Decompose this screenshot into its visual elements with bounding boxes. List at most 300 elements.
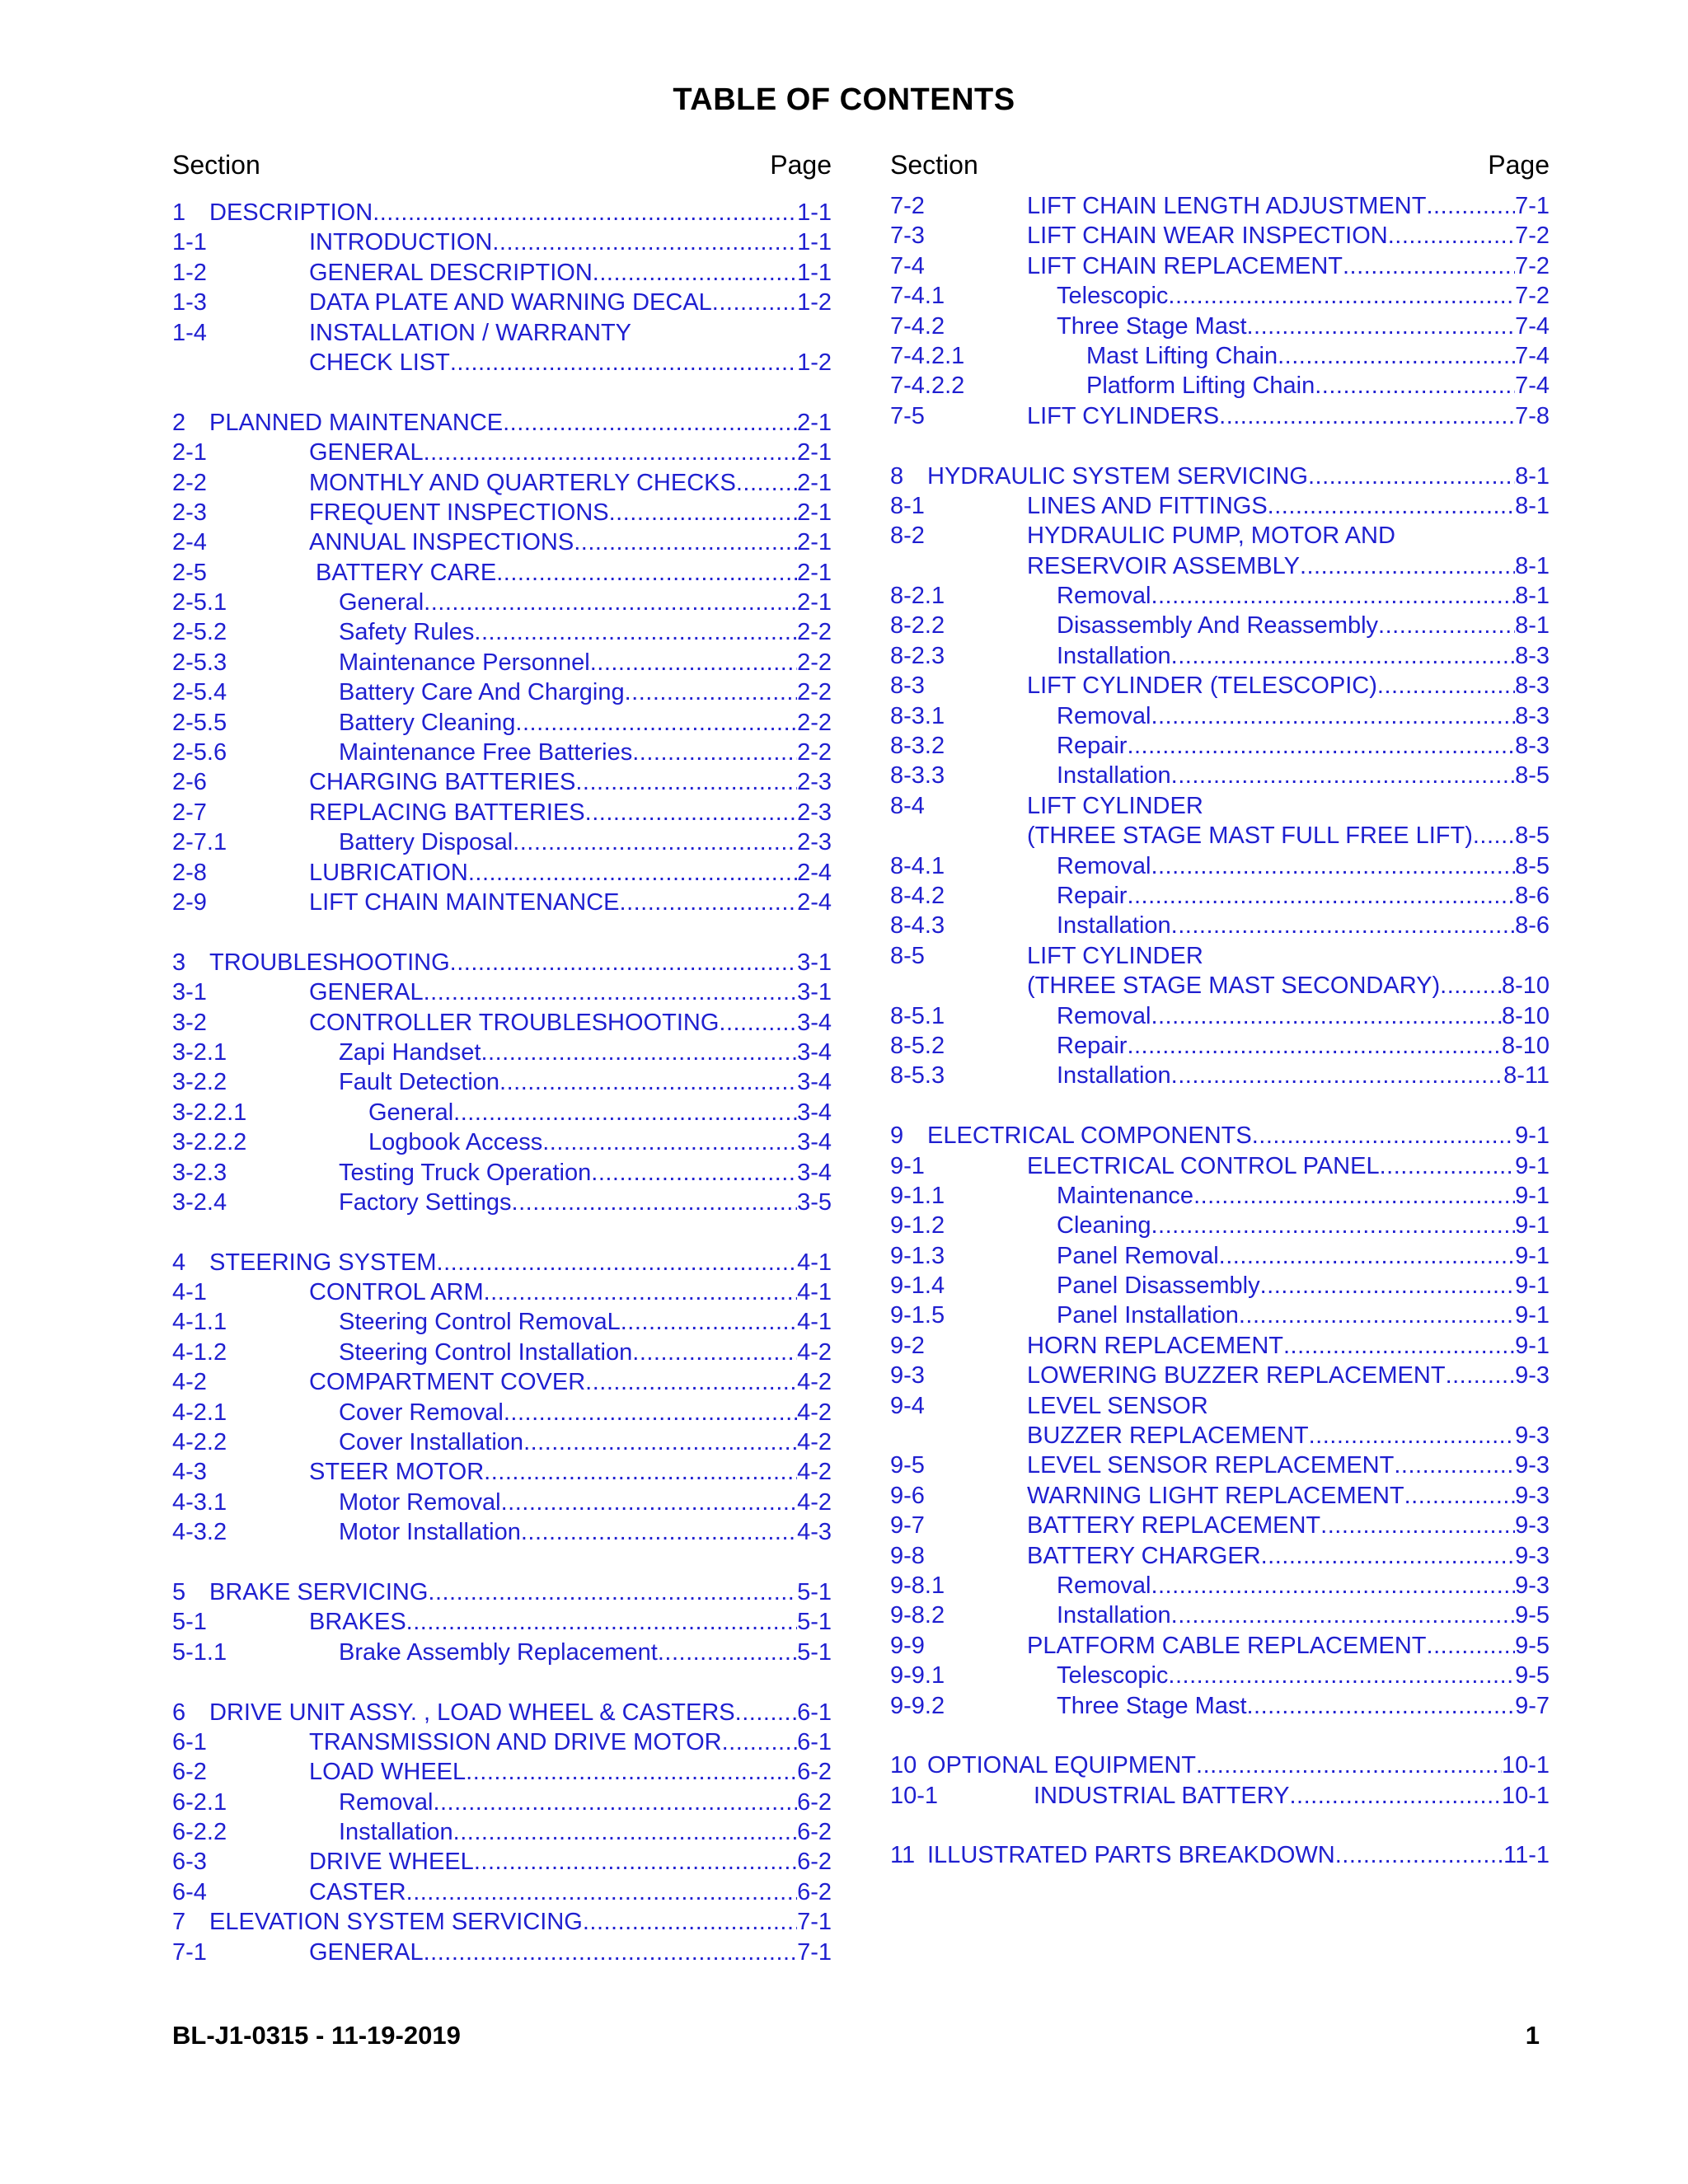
toc-entry[interactable]	[890, 731, 1550, 761]
toc-entry-page[interactable]: 8-11	[1503, 1062, 1550, 1090]
toc-entry-title[interactable]: Disassembly And Reassembly	[1057, 612, 1379, 640]
toc-entry-page[interactable]: 9-3	[1515, 1542, 1550, 1569]
toc-entry-page[interactable]: 7-4	[1515, 373, 1550, 400]
toc-entry-title[interactable]: LIFT CYLINDER (TELESCOPIC)	[1027, 673, 1377, 700]
toc-entry-title[interactable]: Cover Installation	[339, 1429, 524, 1456]
toc-entry-title[interactable]: ELEVATION SYSTEM SERVICING	[209, 1909, 583, 1936]
toc-entry-title[interactable]: INSTALLATION / WARRANTY	[309, 319, 632, 346]
toc-entry-title[interactable]: General	[339, 589, 424, 616]
toc-entry-title[interactable]: STEERING SYSTEM	[209, 1249, 437, 1276]
toc-entry-title[interactable]: DRIVE WHEEL	[309, 1849, 474, 1876]
toc-entry-page[interactable]: 2-2	[797, 619, 832, 646]
toc-entry-title[interactable]: LIFT CYLINDER	[1027, 792, 1203, 819]
toc-entry-title[interactable]: (THREE STAGE MAST SECONDARY)	[1027, 972, 1441, 1000]
toc-entry[interactable]	[890, 1840, 1550, 1870]
toc-entry-page[interactable]: 9-5	[1515, 1662, 1550, 1690]
toc-entry-page[interactable]: 8-1	[1515, 583, 1550, 610]
toc-entry[interactable]	[172, 1367, 832, 1397]
toc-entry-title[interactable]: LOAD WHEEL	[309, 1759, 467, 1786]
toc-entry-page[interactable]: 9-1	[1515, 1272, 1550, 1300]
toc-entry-title[interactable]: Three Stage Mast	[1057, 312, 1247, 340]
toc-entry-title[interactable]: BATTERY CHARGER	[1027, 1542, 1261, 1569]
toc-entry-page[interactable]: 4-1	[797, 1309, 832, 1336]
toc-entry-title[interactable]: Removal	[1057, 702, 1151, 729]
toc-entry-title[interactable]: INTRODUCTION	[309, 229, 493, 256]
toc-entry-title[interactable]: INDUSTRIAL BATTERY	[1034, 1782, 1290, 1809]
toc-entry[interactable]	[890, 1301, 1550, 1330]
toc-entry-page[interactable]: 9-1	[1515, 1332, 1550, 1359]
toc-entry-page[interactable]: 8-10	[1501, 1002, 1550, 1029]
toc-entry-page[interactable]: 7-2	[1515, 283, 1550, 310]
toc-entry-title[interactable]: Installation	[1057, 1602, 1171, 1629]
toc-entry[interactable]	[172, 648, 832, 677]
toc-entry-page[interactable]: 9-1	[1515, 1242, 1550, 1269]
toc-entry-page[interactable]: 8-6	[1515, 882, 1550, 909]
toc-entry[interactable]	[172, 1607, 832, 1637]
toc-entry[interactable]	[890, 701, 1550, 731]
toc-entry[interactable]	[172, 1517, 832, 1547]
toc-entry-page[interactable]: 3-4	[797, 1038, 832, 1066]
toc-entry[interactable]	[172, 1307, 832, 1337]
toc-entry[interactable]	[890, 1031, 1550, 1061]
toc-entry[interactable]	[172, 977, 832, 1007]
toc-entry[interactable]	[890, 521, 1550, 551]
toc-entry[interactable]	[890, 641, 1550, 671]
toc-entry[interactable]	[172, 1098, 832, 1127]
toc-entry[interactable]	[890, 1601, 1550, 1630]
toc-entry[interactable]	[890, 221, 1550, 251]
toc-entry[interactable]	[172, 1847, 832, 1877]
toc-entry-title[interactable]: MONTHLY AND QUARTERLY CHECKS	[309, 469, 736, 496]
toc-entry-page[interactable]: 4-2	[797, 1488, 832, 1516]
toc-entry-page[interactable]: 7-2	[1515, 223, 1550, 250]
toc-entry-title[interactable]: Safety Rules	[339, 619, 475, 646]
toc-entry-title[interactable]: RESERVOIR ASSEMBLY	[1027, 552, 1300, 579]
toc-entry-title[interactable]: WARNING LIGHT REPLACEMENT	[1027, 1482, 1404, 1509]
toc-entry-title[interactable]: Telescopic	[1057, 283, 1169, 310]
toc-entry-page[interactable]: 1-1	[797, 259, 832, 286]
toc-entry[interactable]	[890, 371, 1550, 401]
toc-entry-title[interactable]: Panel Installation	[1057, 1302, 1239, 1329]
toc-entry[interactable]	[890, 581, 1550, 611]
toc-entry[interactable]	[172, 468, 832, 498]
toc-entry-title[interactable]: Installation	[1057, 642, 1171, 669]
toc-entry-title[interactable]: DESCRIPTION	[209, 199, 373, 226]
toc-entry-page[interactable]: 9-7	[1515, 1692, 1550, 1719]
toc-entry-title[interactable]: CHECK LIST	[309, 349, 450, 376]
toc-entry-title[interactable]: Steering Control RemovaL	[339, 1309, 621, 1336]
toc-entry-title[interactable]: Mast Lifting Chain	[1086, 342, 1278, 369]
toc-entry-title[interactable]: PLATFORM CABLE REPLACEMENT	[1027, 1632, 1427, 1659]
toc-entry[interactable]	[172, 1067, 832, 1097]
toc-entry[interactable]	[172, 1338, 832, 1367]
toc-entry-page[interactable]: 8-3	[1515, 642, 1550, 669]
toc-entry[interactable]	[172, 948, 832, 977]
toc-entry-title[interactable]: Brake Assembly Replacement	[339, 1638, 658, 1666]
toc-entry-page[interactable]: 3-1	[797, 979, 832, 1006]
toc-entry[interactable]	[890, 312, 1550, 341]
toc-entry-title[interactable]: Battery Disposal	[339, 829, 513, 856]
toc-entry[interactable]	[172, 1038, 832, 1067]
toc-entry-page[interactable]: 5-1	[797, 1578, 832, 1605]
toc-entry-title[interactable]: HYDRAULIC PUMP, MOTOR AND	[1027, 523, 1395, 550]
toc-entry-title[interactable]: Removal	[1057, 1002, 1151, 1029]
toc-entry-page[interactable]: 6-1	[797, 1699, 832, 1726]
toc-entry-title[interactable]: Panel Disassembly	[1057, 1272, 1260, 1300]
toc-entry-page[interactable]: 6-2	[797, 1759, 832, 1786]
toc-entry[interactable]	[890, 611, 1550, 640]
toc-entry-page[interactable]: 9-1	[1515, 1212, 1550, 1240]
toc-entry-title[interactable]: Installation	[1057, 912, 1171, 940]
toc-entry[interactable]	[172, 1277, 832, 1307]
toc-entry-page[interactable]: 1-2	[797, 349, 832, 376]
toc-entry-page[interactable]: 3-4	[797, 1099, 832, 1126]
toc-entry-page[interactable]: 7-4	[1515, 312, 1550, 340]
toc-entry-title[interactable]: GENERAL DESCRIPTION	[309, 259, 593, 286]
toc-entry-title[interactable]: Repair	[1057, 733, 1128, 760]
toc-entry[interactable]	[890, 1001, 1550, 1031]
toc-entry-page[interactable]: 2-4	[797, 888, 832, 916]
toc-entry-title[interactable]: Panel Removal	[1057, 1242, 1219, 1269]
toc-entry[interactable]	[172, 1008, 832, 1038]
toc-entry[interactable]	[172, 227, 832, 257]
toc-entry[interactable]	[890, 1361, 1550, 1390]
toc-entry[interactable]	[890, 1331, 1550, 1361]
toc-entry-page[interactable]: 3-1	[797, 949, 832, 976]
toc-entry[interactable]	[890, 941, 1550, 971]
toc-entry-page[interactable]: 10-1	[1501, 1782, 1550, 1809]
toc-entry-title[interactable]: BUZZER REPLACEMENT	[1027, 1422, 1309, 1450]
toc-entry[interactable]	[890, 1241, 1550, 1271]
toc-entry-title[interactable]: LIFT CHAIN LENGTH ADJUSTMENT	[1027, 193, 1427, 219]
toc-entry[interactable]	[890, 1750, 1550, 1780]
toc-entry-title[interactable]: LOWERING BUZZER REPLACEMENT	[1027, 1362, 1446, 1390]
toc-entry-page[interactable]: 6-1	[797, 1728, 832, 1755]
toc-entry-page[interactable]: 9-3	[1515, 1362, 1550, 1390]
toc-entry[interactable]	[890, 462, 1550, 491]
toc-entry[interactable]	[172, 858, 832, 888]
toc-entry-title[interactable]: Factory Settings	[339, 1188, 512, 1216]
toc-entry-page[interactable]: 2-1	[797, 499, 832, 526]
toc-entry-page[interactable]: 3-4	[797, 1159, 832, 1186]
toc-entry-page[interactable]: 8-5	[1515, 762, 1550, 790]
toc-entry-page[interactable]: 11-1	[1503, 1842, 1550, 1869]
toc-entry-title[interactable]: Platform Lifting Chain	[1086, 373, 1315, 400]
toc-entry-title[interactable]: CHARGING BATTERIES	[309, 769, 576, 796]
toc-entry-title[interactable]: LIFT CHAIN WEAR INSPECTION	[1027, 223, 1388, 250]
toc-entry-title[interactable]: COMPARTMENT COVER	[309, 1369, 586, 1396]
toc-entry-title[interactable]: DATA PLATE AND WARNING DECAL	[309, 289, 712, 316]
toc-entry-page[interactable]: 8-1	[1515, 492, 1550, 519]
toc-entry-title[interactable]: (THREE STAGE MAST FULL FREE LIFT)	[1027, 823, 1473, 850]
toc-entry[interactable]	[172, 798, 832, 827]
toc-entry[interactable]	[172, 1638, 832, 1667]
toc-entry[interactable]	[890, 761, 1550, 790]
toc-entry-title[interactable]: LINES AND FITTINGS	[1027, 492, 1268, 519]
toc-entry[interactable]	[172, 288, 832, 317]
toc-entry[interactable]	[172, 558, 832, 588]
toc-entry-title[interactable]: CONTROL ARM	[309, 1279, 484, 1306]
toc-entry-title[interactable]: Removal	[1057, 852, 1151, 879]
toc-entry-page[interactable]: 7-1	[797, 1938, 832, 1966]
toc-entry[interactable]	[172, 1188, 832, 1217]
toc-entry-page[interactable]: 1-2	[797, 289, 832, 316]
toc-entry-page[interactable]: 8-5	[1515, 852, 1550, 879]
toc-entry-title[interactable]: Fault Detection	[339, 1069, 500, 1096]
toc-entry-title[interactable]: Motor Installation	[339, 1519, 521, 1546]
toc-entry-page[interactable]: 2-3	[797, 799, 832, 826]
toc-entry-title[interactable]: LUBRICATION	[309, 859, 468, 886]
toc-entry-title[interactable]: DRIVE UNIT ASSY. , LOAD WHEEL & CASTERS	[209, 1699, 735, 1726]
toc-entry-page[interactable]: 9-3	[1515, 1452, 1550, 1479]
toc-entry-title[interactable]: Repair	[1057, 882, 1128, 909]
toc-entry[interactable]	[890, 821, 1550, 851]
toc-entry-page[interactable]: 5-1	[797, 1609, 832, 1636]
toc-entry-page[interactable]: 8-3	[1515, 733, 1550, 760]
toc-entry-page[interactable]: 8-3	[1515, 673, 1550, 700]
toc-entry-title[interactable]: GENERAL	[309, 439, 424, 466]
toc-entry-page[interactable]: 9-3	[1515, 1422, 1550, 1450]
toc-entry-page[interactable]: 2-1	[797, 529, 832, 556]
toc-entry[interactable]	[172, 888, 832, 917]
toc-entry[interactable]	[890, 671, 1550, 701]
toc-entry-page[interactable]: 4-2	[797, 1459, 832, 1486]
toc-entry[interactable]	[172, 1788, 832, 1817]
toc-entry-title[interactable]: Steering Control Installation	[339, 1338, 633, 1366]
toc-entry-title[interactable]: Maintenance Free Batteries	[339, 739, 633, 766]
toc-entry-page[interactable]: 9-1	[1515, 1122, 1550, 1150]
toc-entry[interactable]	[890, 491, 1550, 521]
toc-entry-title[interactable]: Cover Removal	[339, 1399, 504, 1426]
toc-entry-page[interactable]: 9-1	[1515, 1152, 1550, 1179]
toc-entry-page[interactable]: 6-2	[797, 1819, 832, 1846]
toc-entry-title[interactable]: ILLUSTRATED PARTS BREAKDOWN	[927, 1842, 1335, 1869]
toc-entry-title[interactable]: HYDRAULIC SYSTEM SERVICING	[927, 462, 1308, 490]
toc-entry-title[interactable]: PLANNED MAINTENANCE	[209, 409, 504, 436]
toc-entry-page[interactable]: 3-4	[797, 1009, 832, 1036]
toc-entry-page[interactable]: 8-1	[1515, 462, 1550, 490]
toc-entry-title[interactable]: LIFT CYLINDER	[1027, 942, 1203, 969]
toc-entry[interactable]	[172, 408, 832, 438]
toc-entry[interactable]	[890, 191, 1550, 221]
toc-entry[interactable]	[890, 911, 1550, 940]
toc-entry[interactable]	[890, 1391, 1550, 1421]
toc-entry-title[interactable]: BRAKE SERVICING	[209, 1578, 429, 1605]
toc-entry[interactable]	[890, 1511, 1550, 1540]
toc-entry-page[interactable]: 3-4	[797, 1129, 832, 1156]
toc-entry-page[interactable]: 8-1	[1515, 552, 1550, 579]
toc-entry-page[interactable]: 9-3	[1515, 1482, 1550, 1509]
toc-entry-title[interactable]: Maintenance Personnel	[339, 649, 590, 676]
toc-entry[interactable]	[890, 1211, 1550, 1240]
toc-entry[interactable]	[172, 677, 832, 707]
toc-entry-title[interactable]: TROUBLESHOOTING	[209, 949, 450, 976]
toc-entry[interactable]	[172, 1698, 832, 1727]
toc-entry[interactable]	[890, 1271, 1550, 1301]
toc-entry[interactable]	[172, 438, 832, 467]
toc-entry[interactable]	[172, 1757, 832, 1787]
toc-entry-page[interactable]: 9-5	[1515, 1602, 1550, 1629]
toc-entry-title[interactable]: BATTERY CARE	[309, 559, 497, 586]
toc-entry-title[interactable]: Battery Care And Charging	[339, 679, 625, 706]
toc-entry-page[interactable]: 8-5	[1515, 823, 1550, 850]
toc-entry-page[interactable]: 6-2	[797, 1849, 832, 1876]
toc-entry-page[interactable]: 8-1	[1515, 612, 1550, 640]
toc-entry-title[interactable]: Repair	[1057, 1032, 1128, 1059]
toc-entry[interactable]	[172, 348, 832, 377]
toc-entry[interactable]	[890, 1691, 1550, 1721]
toc-entry-title[interactable]: LIFT CYLINDERS	[1027, 402, 1220, 429]
toc-entry[interactable]	[890, 1661, 1550, 1690]
toc-entry-page[interactable]: 2-2	[797, 739, 832, 766]
toc-entry-page[interactable]: 4-2	[797, 1338, 832, 1366]
toc-entry-page[interactable]: 6-2	[797, 1788, 832, 1816]
toc-entry-title[interactable]: Removal	[339, 1788, 434, 1816]
toc-entry[interactable]	[172, 1907, 832, 1937]
toc-entry-title[interactable]: LIFT CHAIN MAINTENANCE	[309, 888, 620, 916]
toc-entry[interactable]	[890, 1451, 1550, 1480]
toc-entry-title[interactable]: Motor Removal	[339, 1488, 501, 1516]
toc-entry[interactable]	[172, 1488, 832, 1517]
toc-entry[interactable]	[172, 1877, 832, 1907]
toc-entry[interactable]	[890, 251, 1550, 281]
toc-entry[interactable]	[890, 1151, 1550, 1181]
toc-entry-title[interactable]: ANNUAL INSPECTIONS	[309, 529, 574, 556]
toc-entry-title[interactable]: FREQUENT INSPECTIONS	[309, 499, 609, 526]
toc-entry[interactable]	[172, 318, 832, 348]
toc-entry[interactable]	[890, 1631, 1550, 1661]
toc-entry[interactable]	[172, 1158, 832, 1188]
toc-entry-title[interactable]: LIFT CHAIN REPLACEMENT	[1027, 252, 1343, 279]
toc-entry-page[interactable]: 2-2	[797, 649, 832, 676]
toc-entry-page[interactable]: 2-1	[797, 409, 832, 436]
toc-entry-page[interactable]: 3-4	[797, 1069, 832, 1096]
toc-entry[interactable]	[172, 1427, 832, 1457]
toc-entry[interactable]	[890, 1181, 1550, 1211]
toc-entry[interactable]	[172, 527, 832, 557]
toc-entry[interactable]	[890, 1781, 1550, 1811]
toc-entry-page[interactable]: 3-5	[797, 1188, 832, 1216]
toc-entry-title[interactable]: Logbook Access	[368, 1129, 543, 1156]
toc-entry[interactable]	[172, 1457, 832, 1487]
toc-entry-title[interactable]: ELECTRICAL COMPONENTS	[927, 1122, 1252, 1150]
toc-entry-page[interactable]: 4-2	[797, 1369, 832, 1396]
toc-entry-title[interactable]: GENERAL	[309, 979, 424, 1006]
toc-entry[interactable]	[172, 827, 832, 857]
toc-entry[interactable]	[890, 1571, 1550, 1601]
toc-entry-page[interactable]: 8-6	[1515, 912, 1550, 940]
toc-entry-title[interactable]: LEVEL SENSOR	[1027, 1392, 1208, 1419]
toc-entry[interactable]	[890, 401, 1550, 431]
toc-entry-page[interactable]: 7-2	[1515, 252, 1550, 279]
toc-entry-title[interactable]: Zapi Handset	[339, 1038, 481, 1066]
toc-entry-page[interactable]: 1-1	[797, 229, 832, 256]
toc-entry-page[interactable]: 2-1	[797, 589, 832, 616]
toc-entry-page[interactable]: 2-1	[797, 439, 832, 466]
toc-entry-title[interactable]: Removal	[1057, 583, 1151, 610]
toc-entry[interactable]	[172, 738, 832, 767]
toc-entry[interactable]	[890, 971, 1550, 1001]
toc-entry-page[interactable]: 6-2	[797, 1878, 832, 1905]
toc-entry-page[interactable]: 4-2	[797, 1399, 832, 1426]
toc-entry-title[interactable]: Cleaning	[1057, 1212, 1151, 1240]
toc-entry-page[interactable]: 9-1	[1515, 1302, 1550, 1329]
toc-entry[interactable]	[172, 498, 832, 527]
toc-entry-page[interactable]: 1-1	[797, 199, 832, 226]
toc-entry[interactable]	[890, 881, 1550, 911]
toc-entry-page[interactable]: 2-1	[797, 559, 832, 586]
toc-entry-title[interactable]: CONTROLLER TROUBLESHOOTING	[309, 1009, 720, 1036]
toc-entry-title[interactable]: Installation	[1057, 762, 1171, 790]
toc-entry[interactable]	[890, 1121, 1550, 1151]
toc-entry-page[interactable]: 2-3	[797, 769, 832, 796]
toc-entry[interactable]	[890, 341, 1550, 371]
toc-entry-title[interactable]: Removal	[1057, 1572, 1151, 1599]
toc-entry-page[interactable]: 2-2	[797, 709, 832, 736]
toc-entry[interactable]	[890, 281, 1550, 311]
toc-entry[interactable]	[172, 198, 832, 227]
toc-entry[interactable]	[172, 588, 832, 617]
toc-entry[interactable]	[172, 1398, 832, 1427]
toc-entry[interactable]	[172, 767, 832, 797]
toc-entry-page[interactable]: 10-1	[1501, 1752, 1550, 1779]
toc-entry-title[interactable]: LEVEL SENSOR REPLACEMENT	[1027, 1452, 1395, 1479]
toc-entry[interactable]	[890, 551, 1550, 581]
toc-entry-page[interactable]: 8-3	[1515, 702, 1550, 729]
toc-entry-title[interactable]: BRAKES	[309, 1609, 406, 1636]
toc-entry-page[interactable]: 9-1	[1515, 1182, 1550, 1209]
toc-entry[interactable]	[890, 851, 1550, 881]
toc-entry-title[interactable]: Installation	[1057, 1062, 1171, 1090]
toc-entry-page[interactable]: 2-3	[797, 829, 832, 856]
toc-entry[interactable]	[890, 1541, 1550, 1571]
toc-entry[interactable]	[172, 708, 832, 738]
toc-entry-page[interactable]: 7-4	[1515, 342, 1550, 369]
toc-entry-page[interactable]: 2-1	[797, 469, 832, 496]
toc-entry[interactable]	[890, 791, 1550, 821]
toc-entry-page[interactable]: 7-1	[797, 1909, 832, 1936]
toc-entry-page[interactable]: 4-3	[797, 1519, 832, 1546]
toc-entry-title[interactable]: CASTER	[309, 1878, 406, 1905]
toc-entry-page[interactable]: 8-10	[1501, 1032, 1550, 1059]
toc-entry-title[interactable]: ELECTRICAL CONTROL PANEL	[1027, 1152, 1380, 1179]
toc-entry-page[interactable]: 5-1	[797, 1638, 832, 1666]
toc-entry-page[interactable]: 4-1	[797, 1249, 832, 1276]
toc-entry-title[interactable]: OPTIONAL EQUIPMENT	[927, 1752, 1197, 1779]
toc-entry-title[interactable]: Three Stage Mast	[1057, 1692, 1247, 1719]
toc-entry-title[interactable]: Installation	[339, 1819, 453, 1846]
toc-entry[interactable]	[890, 1481, 1550, 1511]
toc-entry-title[interactable]: TRANSMISSION AND DRIVE MOTOR	[309, 1728, 722, 1755]
toc-entry-page[interactable]: 8-10	[1501, 972, 1550, 1000]
toc-entry-page[interactable]: 7-1	[1515, 193, 1550, 219]
toc-entry-title[interactable]: Telescopic	[1057, 1662, 1169, 1690]
toc-entry-page[interactable]: 2-4	[797, 859, 832, 886]
toc-entry-page[interactable]: 2-2	[797, 679, 832, 706]
toc-entry-page[interactable]: 9-5	[1515, 1632, 1550, 1659]
toc-entry-title[interactable]: Testing Truck Operation	[339, 1159, 592, 1186]
toc-entry[interactable]	[890, 1421, 1550, 1451]
toc-entry-title[interactable]: REPLACING BATTERIES	[309, 799, 585, 826]
toc-entry[interactable]	[172, 258, 832, 288]
toc-entry-title[interactable]: BATTERY REPLACEMENT	[1027, 1512, 1321, 1540]
toc-entry[interactable]	[890, 1061, 1550, 1090]
toc-entry[interactable]	[172, 1727, 832, 1757]
toc-entry-page[interactable]: 9-3	[1515, 1572, 1550, 1599]
toc-entry[interactable]	[172, 1248, 832, 1277]
toc-entry[interactable]	[172, 1577, 832, 1607]
toc-entry-page[interactable]: 7-8	[1515, 402, 1550, 429]
